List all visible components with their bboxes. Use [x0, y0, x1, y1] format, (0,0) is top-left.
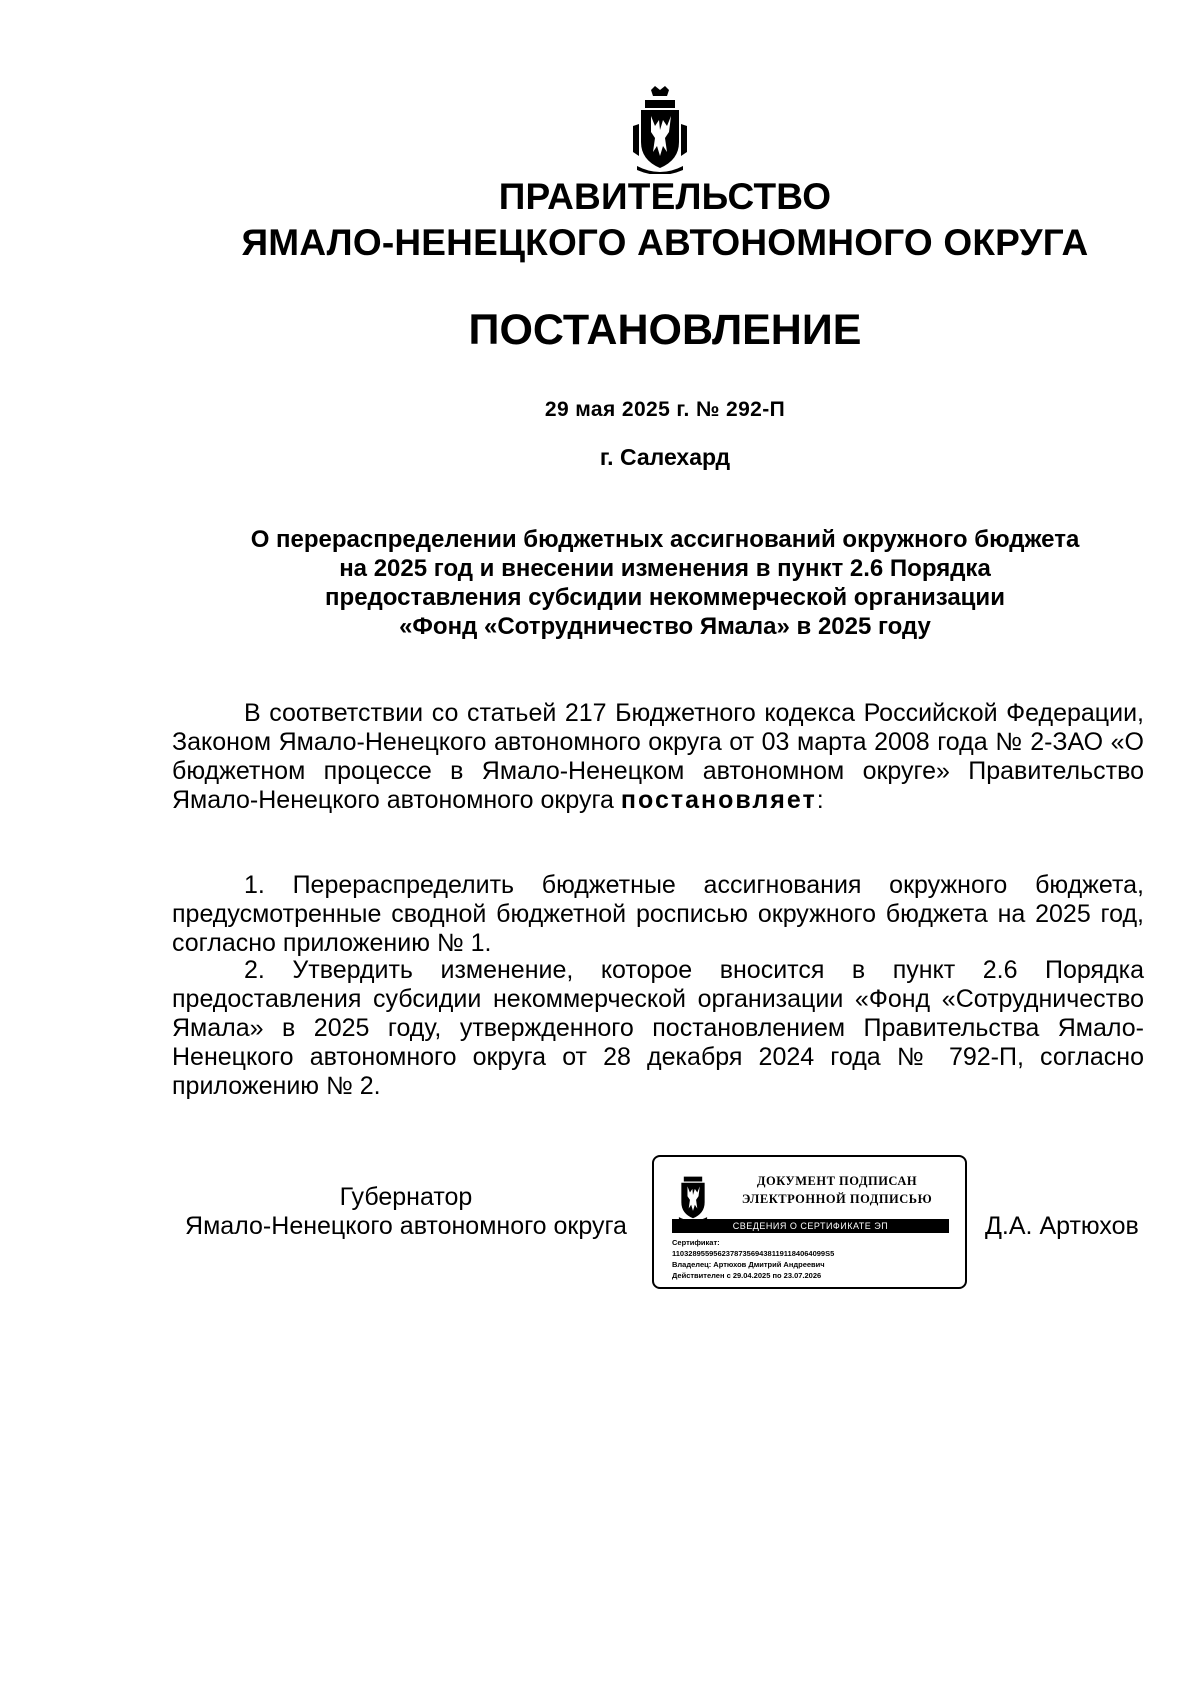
date-and-number: 29 мая 2025 г. № 292-П — [544, 398, 786, 421]
electronic-signature-stamp — [652, 1155, 967, 1289]
certificate-details — [672, 1237, 957, 1281]
signatory-position — [172, 1183, 640, 1241]
position-region: Ямало-Ненецкого автономного округа — [185, 1212, 627, 1240]
certificate-validity: Действителен с 29.04.2025 по 23.07.2026 — [672, 1271, 822, 1280]
stamp-title-line2: ЭЛЕКТРОННОЙ ПОДПИСЬЮ — [741, 1192, 933, 1206]
certificate-label: Сертификат: — [672, 1238, 720, 1247]
document-type-title: ПОСТАНОВЛЕНИЕ — [468, 306, 862, 354]
stamp-title — [722, 1172, 952, 1208]
government-name-line1: ПРАВИТЕЛЬСТВО — [498, 176, 832, 217]
item-2-text: 2. Утвердить изменение, которое вносится в пункт 2.6 Порядка предоставления субсидии некоммерческой организации «Фонд «Сотрудничество Ямала» в 2025 году, утвержденного постановлением Правительства Ямало-Ненецкого автономного округа от 28 декабря 2024 года № 792-П, согласно приложению № 2. — [172, 956, 1144, 1100]
city-name: г. Салехард — [599, 444, 731, 470]
position-title: Губернатор — [339, 1183, 473, 1211]
decree-item-1 — [172, 871, 1144, 958]
subject-line: предоставления субсидии некоммерческой организации — [325, 584, 1005, 611]
signatory-name: Д.А. Артюхов — [985, 1212, 1139, 1240]
decree-subject — [190, 525, 1140, 641]
decree-keyword: постановляет — [620, 786, 817, 814]
subject-line: «Фонд «Сотрудничество Ямала» в 2025 году — [399, 613, 931, 640]
preamble-text: В соответствии со статьей 217 Бюджетного кодекса Российской Федерации, Законом Ямало-Ненецкого автономного округа от 03 марта 2008 года № 2-ЗАО «О бюджетном процессе в Ямало-Ненецком автономном округе» Правительство Ямало-Ненецкого автономного округа — [172, 699, 1144, 814]
stamp-title-line1: ДОКУМЕНТ ПОДПИСАН — [756, 1174, 918, 1188]
keyword-colon: : — [816, 786, 824, 814]
certificate-info-bar: СВЕДЕНИЯ О СЕРТИФИКАТЕ ЭП — [672, 1219, 949, 1233]
item-1-text: 1. Перераспределить бюджетные ассигнования окружного бюджета, предусмотренные сводной бюджетной росписью окружного бюджета на 2025 год, согласно приложению № 1. — [172, 871, 1144, 957]
preamble-paragraph — [172, 699, 1144, 815]
certificate-number: 1103289559562378735694381191184064099S5 — [672, 1249, 835, 1258]
certificate-owner: Владелец: Артюхов Дмитрий Андреевич — [672, 1260, 825, 1269]
coat-of-arms-icon — [629, 86, 691, 174]
stamp-emblem-icon — [674, 1167, 712, 1223]
subject-line: О перераспределении бюджетных ассигнований окружного бюджета — [250, 526, 1080, 553]
subject-line: на 2025 год и внесении изменения в пункт 2.6 Порядка — [339, 555, 991, 582]
government-name-line2: ЯМАЛО-НЕНЕЦКОГО АВТОНОМНОГО ОКРУГА — [241, 222, 1089, 263]
decree-item-2 — [172, 956, 1144, 1101]
